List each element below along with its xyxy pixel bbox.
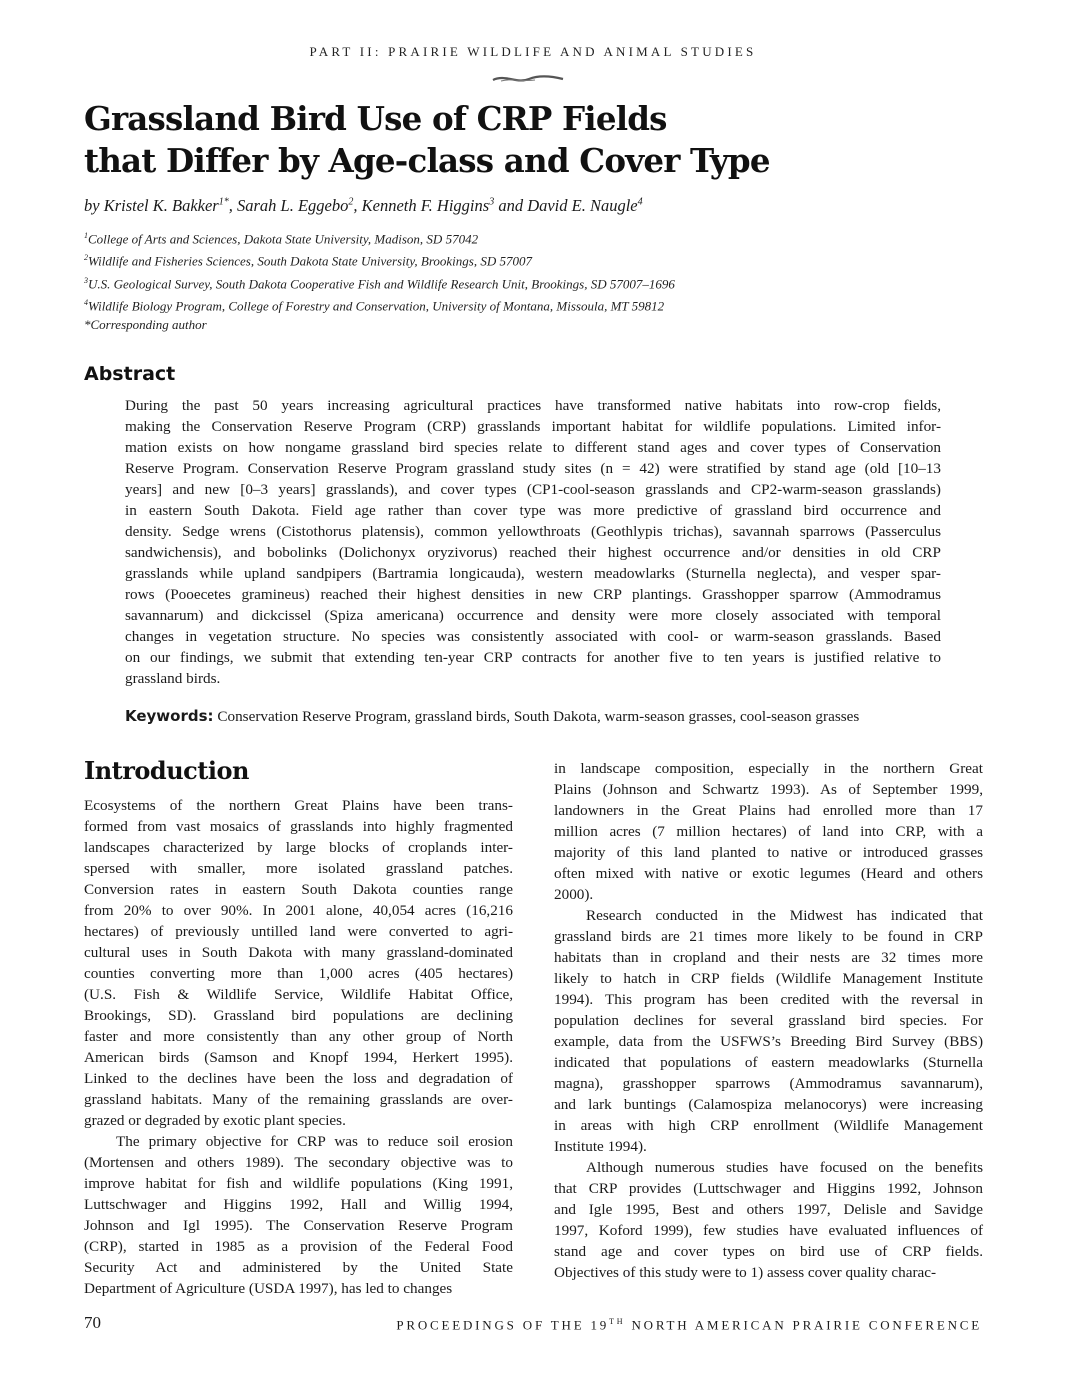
text-line: counties converting more than 1,000 acres (405 hectares) [84, 965, 513, 982]
text-line: in landscape composition, especially in the northern Great [554, 760, 983, 777]
text-line: mation exists on how nongame grassland bird species relate to different stand ages and cover types of Conservation [125, 439, 941, 456]
text-line: landowners in the Great Plains had enrolled more than 17 [554, 802, 983, 819]
text-line: Institute 1994). [554, 1138, 647, 1155]
author-name: David E. Naugle [527, 196, 638, 215]
text-line: majority of this land planted to native or introduced grasses [554, 844, 983, 861]
text-line: Johnson and Igl 1995). The Conservation Reserve Program [84, 1217, 513, 1234]
page-number: 70 [84, 1313, 101, 1332]
affiliations-list [84, 226, 675, 334]
text-line: landscapes characterized by large blocks of croplands inter- [84, 839, 513, 856]
text-line: Security Act and administered by the United State [84, 1259, 513, 1276]
text-line: Although numerous studies have focused on the benefits [586, 1159, 983, 1176]
text-line: habitats than in cropland and their nests are 32 times more [554, 949, 983, 966]
affiliation-item [84, 271, 675, 293]
text-line: cultural uses in South Dakota with many grassland-dominated [84, 944, 513, 961]
text-line: that CRP provides (Luttschwager and Higgins 1992, Johnson [554, 1180, 983, 1197]
affiliation-text: College of Arts and Sciences, Dakota State University, Madison, SD 57042 [88, 231, 479, 247]
text-line: density. Sedge wrens (Cistothorus platensis), common yellowthroats (Geothlypis trichas), savannah sparrows (Passerculus [125, 523, 941, 540]
text-line: Department of Agriculture (USDA 1997), has led to changes [84, 1280, 453, 1297]
author-affiliation-mark: 2 [348, 196, 354, 208]
text-line: likely to hatch in CRP fields (Wildlife Management Institute [554, 970, 983, 987]
text-line: years] and new [0–3 years] grasslands), and cover types (CP1-cool-season grasslands and CP2-warm-season grasslands) [125, 481, 941, 498]
text-line: grassland habitats. Many of the remaining grasslands are over- [84, 1091, 513, 1108]
text-line: (U.S. Fish & Wildlife Service, Wildlife Habitat Office, [84, 986, 513, 1003]
text-line: Linked to the declines have been the loss and degradation of [84, 1070, 513, 1087]
text-line: 1997, Koford 1999), few studies have evaluated influences of [554, 1222, 983, 1239]
text-line: Luttschwager and Higgins 1992, Hall and Willig 1994, [84, 1196, 513, 1213]
affiliation-text: U.S. Geological Survey, South Dakota Cooperative Fish and Wildlife Research Unit, Brookings, SD 57007–1696 [88, 275, 675, 291]
text-line: from 20% to over 90%. In 2001 alone, 40,054 acres (16,216 [84, 902, 513, 919]
running-footer [396, 1317, 982, 1333]
text-line: hectares) of previously untilled land were converted to agri- [84, 923, 513, 940]
author-byline [84, 196, 643, 216]
author-separator: and [494, 196, 528, 215]
text-line: savannarum) and dickcissel (Spiza americana) occurrence and density were more closely associated with temporal [125, 607, 941, 624]
text-line: 2000). [554, 886, 594, 903]
text-line: During the past 50 years increasing agricultural practices have transformed native habitats into row-crop fields, [125, 397, 941, 414]
text-line: 1994). This program has been credited with the reversal in [554, 991, 983, 1008]
text-line: in areas with high CRP enrollment (Wildlife Management [554, 1117, 983, 1134]
keywords-text: Conservation Reserve Program, grassland birds, South Dakota, warm-season grasses, cool-season grasses [213, 708, 860, 725]
affiliation-item [84, 293, 675, 315]
keywords-line [125, 707, 859, 726]
running-header: PART II: PRAIRIE WILDLIFE AND ANIMAL STUDIES [309, 44, 757, 59]
text-line: Ecosystems of the northern Great Plains have been trans- [84, 797, 513, 814]
author-name: Kenneth F. Higgins [361, 196, 490, 215]
text-line: on our findings, we submit that extending ten-year CRP contracts for another five to ten years is justified relative to [125, 649, 941, 666]
author-separator: , [228, 196, 237, 215]
text-line: grasslands while upland sandpipers (Bartramia longicauda), western meadowlarks (Sturnella neglecta), and vesper spar- [125, 565, 941, 582]
text-line: sandwichensis), and bobolinks (Dolichonyx oryzivorus) reached their highest occurrence and/or densities in old CRP [125, 544, 941, 561]
affiliation-mark: 1 [84, 231, 88, 240]
text-line: grazed or degraded by exotic plant species. [84, 1112, 346, 1129]
corresponding-author-note: *Corresponding author [84, 317, 207, 333]
keywords-label: Keywords: [125, 707, 214, 725]
byline-prefix: by [84, 196, 104, 215]
author-separator: , [353, 196, 362, 215]
text-line: Objectives of this study were to 1) assess cover quality charac- [554, 1264, 937, 1281]
text-line: American birds (Samson and Knopf 1994, Herkert 1995). [84, 1049, 513, 1066]
text-line: often mixed with native or exotic legumes (Heard and others [554, 865, 983, 882]
text-line: example, data from the USFWS’s Breeding Bird Survey (BBS) [554, 1033, 983, 1050]
text-line: Research conducted in the Midwest has indicated that [586, 907, 983, 924]
text-line: Brookings, SD). Grassland bird populations are declining [84, 1007, 513, 1024]
text-line: grassland birds. [125, 670, 221, 687]
introduction-right-column [554, 758, 983, 1283]
text-line: magna), grasshopper sparrows (Ammodramus savannarum), [554, 1075, 983, 1092]
affiliation-mark: 4 [84, 297, 88, 307]
introduction-left-column [84, 795, 513, 1299]
text-line: Conversion rates in eastern South Dakota counties range [84, 881, 513, 898]
text-line: improve habitat for fish and wildlife populations (King 1991, [84, 1175, 513, 1192]
affiliation-item [84, 226, 675, 248]
text-line: stand age and cover types on bird use of CRP fields. [554, 1243, 983, 1260]
title-line-1: Grassland Bird Use of CRP Fields [84, 99, 667, 138]
text-line: in eastern South Dakota. Field age rather than cover type was more predictive of grassland bird occurrence and [125, 502, 941, 519]
text-line: million acres (7 million hectares) of land into CRP, with a [554, 823, 983, 840]
affiliation-item [84, 248, 675, 270]
affiliation-text: Wildlife and Fisheries Sciences, South Dakota State University, Brookings, SD 57007 [88, 253, 532, 269]
text-line: and Igle 1995, Best and others 1997, Delisle and Savidge [554, 1201, 983, 1218]
text-line: Plains (Johnson and Schwartz 1993). As of September 1999, [554, 781, 983, 798]
title-line-2: that Differ by Age-class and Cover Type [84, 141, 770, 180]
author-affiliation-mark: 4 [637, 196, 643, 208]
text-line: indicated that populations of eastern meadowlarks (Sturnella [554, 1054, 983, 1071]
affiliation-mark: 3 [84, 275, 88, 285]
abstract-body [125, 395, 941, 689]
introduction-heading: Introduction [84, 756, 249, 785]
text-line: The primary objective for CRP was to reduce soil erosion [116, 1133, 513, 1150]
footer-ordinal: TH [609, 1317, 626, 1326]
author-affiliation-mark: 1* [218, 196, 229, 208]
author-name: Sarah L. Eggebo [236, 196, 349, 215]
text-line: spersed with smaller, more isolated grassland patches. [84, 860, 513, 877]
text-line: and lark buntings (Calamospiza melanocorys) were increasing [554, 1096, 983, 1113]
author-name: Kristel K. Bakker [103, 196, 219, 215]
text-line: grassland birds are 21 times more likely to be found in CRP [554, 928, 983, 945]
footer-text: NORTH AMERICAN PRAIRIE CONFERENCE [625, 1317, 982, 1333]
ornament-flourish [491, 72, 565, 86]
footer-text: PROCEEDINGS OF THE 19 [396, 1317, 610, 1333]
text-line: changes in vegetation structure. No species was consistently associated with cool- or warm-season grasslands. Based [125, 628, 941, 645]
text-line: (Mortensen and others 1989). The secondary objective was to [84, 1154, 513, 1171]
affiliation-mark: 2 [84, 253, 88, 263]
text-line: rows (Pooecetes gramineus) reached their highest densities in new CRP plantings. Grasshopper sparrow (Ammodramus [125, 586, 941, 603]
text-line: faster and more consistently than any other group of North [84, 1028, 513, 1045]
text-line: (CRP), started in 1985 as a provision of the Federal Food [84, 1238, 513, 1255]
article-title [84, 98, 984, 182]
author-affiliation-mark: 3 [489, 196, 495, 208]
text-line: population declines for several grassland bird species. For [554, 1012, 983, 1029]
text-line: formed from vast mosaics of grasslands into highly fragmented [84, 818, 513, 835]
text-line: Reserve Program. Conservation Reserve Program grassland study sites (n = 42) were stratified by stand age (old [10–13 [125, 460, 941, 477]
text-line: making the Conservation Reserve Program (CRP) grasslands important habitat for wildlife populations. Limited infor- [125, 418, 941, 435]
affiliation-text: Wildlife Biology Program, College of Forestry and Conservation, University of Montana, Missoula, MT 59812 [88, 298, 665, 314]
abstract-heading: Abstract [84, 363, 176, 385]
